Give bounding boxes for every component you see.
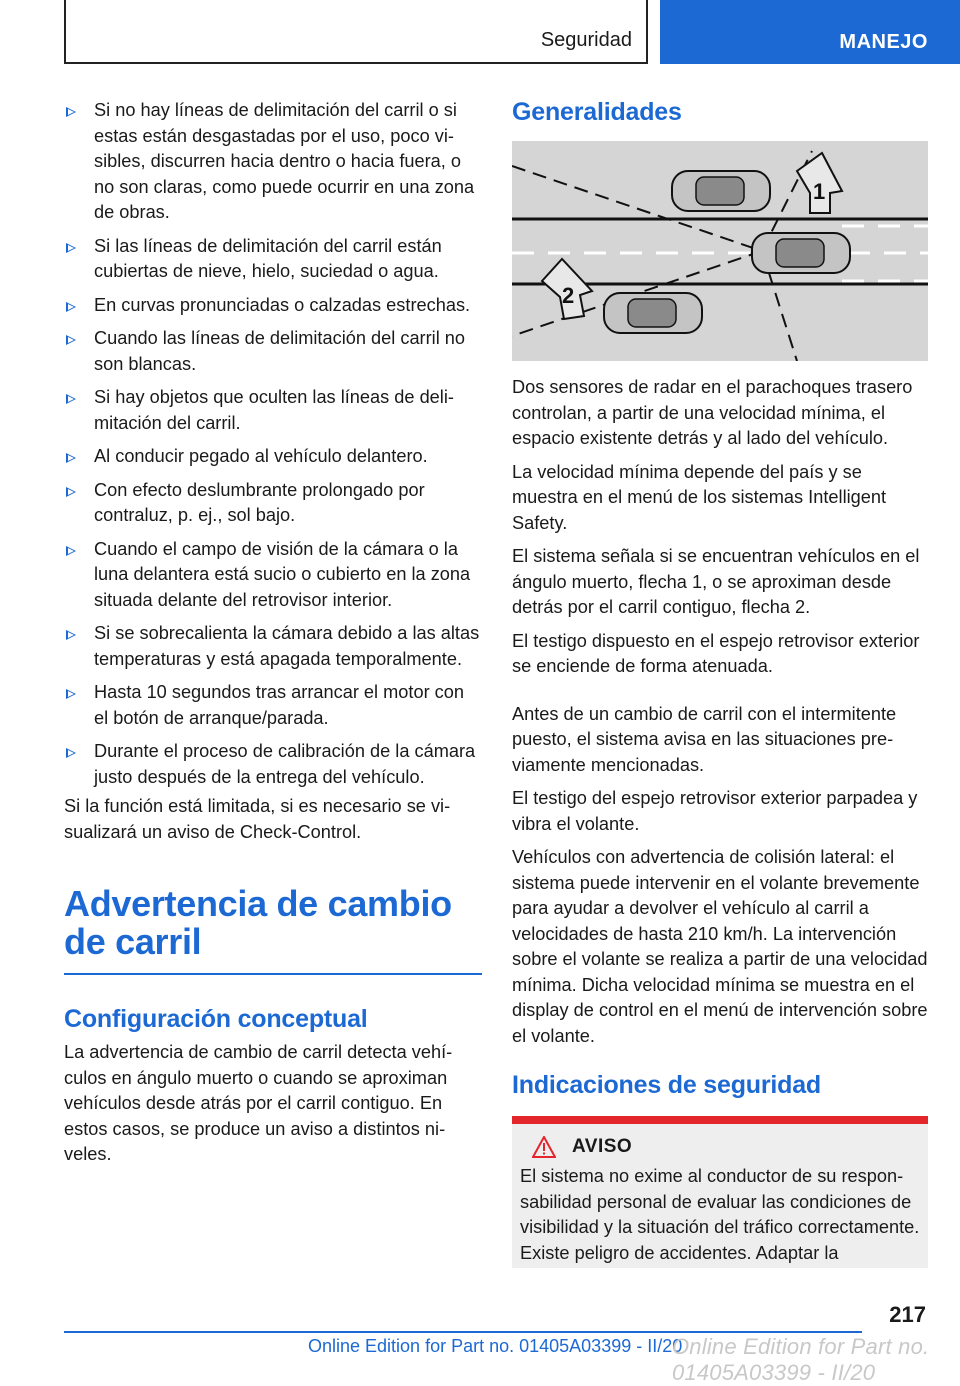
list-item-text: Hasta 10 segundos tras arrancar el motor con el botón de arranque/parada. (94, 682, 465, 728)
paragraph: Dos sensores de radar en el parachoques trasero controlan, a partir de una velocidad mínima, el espacio existente detrás y al lado del vehículo. (512, 377, 913, 448)
warning-box (512, 1116, 928, 1268)
paragraph: Antes de un cambio de carril con el intermitente puesto, el sistema avisa en las situaciones previamente mencionadas. (512, 703, 897, 775)
car-top-icon (604, 293, 702, 333)
paragraph: El testigo dispuesto en el espejo retrovisor exterior se enciende de forma atenuada. (512, 630, 920, 676)
page-number: 217 (889, 1302, 926, 1327)
section-title: Advertencia de cambio de carril (64, 885, 482, 975)
paragraph: El sistema señala si se encuentran vehículos en el ángulo muerto, flecha 1, o se aproximan desde detrás por el carril contiguo, flecha 2. (512, 546, 920, 617)
list-item (64, 293, 482, 319)
bullet-triangle-icon (66, 335, 76, 345)
edition-text: Online Edition for Part no. 01405A03399 - II/20 (308, 1336, 683, 1356)
list-item (64, 739, 482, 790)
car-top-icon (752, 233, 850, 273)
paragraph: El testigo del espejo retrovisor exterior parpadea y vibra el volante. (512, 788, 918, 834)
list-item-text: Si se sobrecalienta la cámara debido a las altas temperaturas y está apagada temporalmente. (94, 623, 480, 669)
limitation-note: Si la función está limitada, si es necesario se visualizará un aviso de Check-Control. (64, 796, 451, 842)
chapter-label: MANEJO (839, 31, 928, 53)
watermark: Online Edition for Part no. 01405A03399 - II/20 (672, 1334, 930, 1385)
list-item (64, 680, 482, 731)
list-item-text: Cuando el campo de visión de la cámara o la luna delantera está sucio o cubierto en la zona situada delante del retrovisor interior. (94, 538, 471, 610)
bullet-triangle-icon (66, 243, 76, 253)
bullet-triangle-icon (66, 107, 76, 117)
car-top-icon (672, 171, 770, 211)
header-frame (64, 0, 648, 64)
list-item (64, 478, 482, 529)
warning-text: El sistema no exime al conductor de su responsabilidad personal de evaluar las condiciones de visibilidad y la situación del tráfico correctamente. Existe peligro de accidentes. Adaptar la (520, 1166, 920, 1263)
bullet-triangle-icon (66, 302, 76, 312)
list-item (64, 444, 482, 470)
bullet-triangle-icon (66, 546, 76, 556)
list-item (64, 537, 482, 614)
left-column (64, 98, 482, 1176)
footer-divider (64, 1331, 862, 1333)
svg-text:1: 1 (813, 179, 826, 204)
list-item-text: Si no hay líneas de delimitación del carril o si estas están desgastadas por el uso, poco visibles, discurren hacia dentro o hacia fuera, o no son claras, como puede ocurrir en una zona de obras. (94, 100, 475, 222)
bullet-triangle-icon (66, 453, 76, 463)
generalities-heading: Generalidades (512, 98, 682, 126)
list-item-text: Si las líneas de delimitación del carril están cubiertas de nieve, hielo, suciedad o agua. (94, 235, 442, 281)
lane-change-diagram (512, 141, 928, 361)
paragraph: Vehículos con advertencia de colisión lateral: el sistema puede intervenir en el volante brevemente para ayudar a devolver el vehículo al carril a velocidades de hasta 210 km/h. La intervención sobre el volante se realiza a partir de una velocidad mínima. Dicha velocidad mínima se muestra en el display de control en el menú de intervención sobre el volante. (512, 847, 928, 1046)
warning-title: AVISO (572, 1136, 633, 1157)
section-label: Seguridad (540, 29, 632, 51)
bullet-triangle-icon (66, 689, 76, 699)
svg-text:2: 2 (562, 283, 575, 308)
safety-heading: Indicaciones de seguridad (512, 1071, 821, 1099)
list-item-text: Al conducir pegado al vehículo delantero. (94, 446, 428, 466)
list-item (64, 98, 482, 226)
list-item (64, 326, 482, 377)
paragraph: La velocidad mínima depende del país y se muestra en el menú de los sistemas Intelligent Safety. (512, 461, 887, 533)
list-item-text: Durante el proceso de calibración de la cámara justo después de la entrega del vehículo. (94, 741, 476, 787)
chapter-tab[interactable] (660, 0, 960, 64)
list-item-text: En curvas pronunciadas o calzadas estrechas. (94, 294, 471, 315)
warning-header (532, 1136, 920, 1158)
list-item (64, 234, 482, 285)
right-column (512, 98, 930, 1268)
bullet-triangle-icon (66, 394, 76, 404)
list-item-text: Con efecto deslumbrante prolongado por contraluz, p. ej., sol bajo. (94, 479, 425, 525)
bullet-triangle-icon (66, 487, 76, 497)
list-item (64, 385, 482, 436)
subsection-title: Configuración conceptual (64, 1005, 368, 1033)
warning-triangle-icon (532, 1136, 556, 1158)
list-item-text: Cuando las líneas de delimitación del carril no son blancas. (94, 328, 466, 374)
subsection-text: La advertencia de cambio de carril detecta vehículos en ángulo muerto o cuando se aproximan vehículos desde atrás por el carril contiguo. En estos casos, se produce un aviso a distintos niveles. (64, 1042, 453, 1164)
bullet-triangle-icon (66, 748, 76, 758)
bullet-triangle-icon (66, 630, 76, 640)
limitations-list (64, 98, 482, 790)
list-item-text: Si hay objetos que oculten las líneas de delimitación del carril. (94, 387, 454, 433)
lane-diagram-svg (512, 141, 928, 361)
list-item (64, 621, 482, 672)
